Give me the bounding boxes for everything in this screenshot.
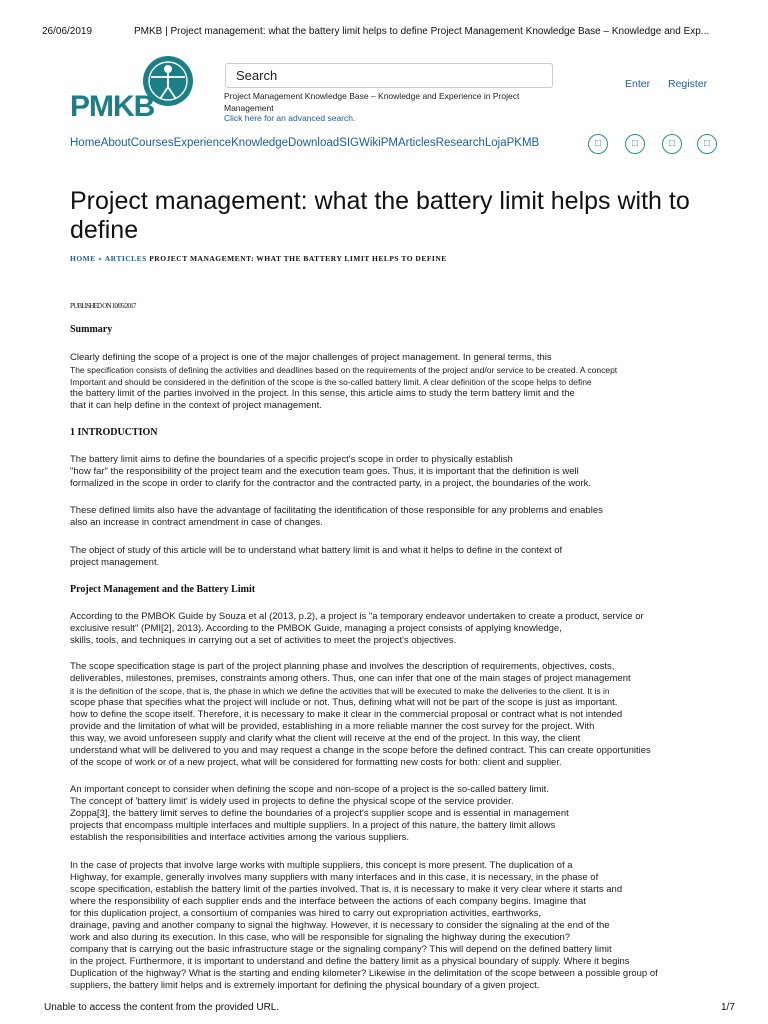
paragraph-line: understand what will be delivered to you and may request a change in the scope before the defined contract. This can create opportunities [70,745,651,756]
paragraph-line: "how far" the responsibility of the project team and the execution team goes. Thus, it is important that the definition is well [70,466,579,477]
paragraph-line: drainage, paving and another company to signal the highway. However, it is necessary to consider the signaling at the end of the [70,920,610,931]
paragraph-line: deliverables, milestones, premises, constraints among others. Thus, one can infer that one of the main stages of project management [70,673,631,684]
paragraph-line: According to the PMBOK Guide by Souza et al (2013, p.2), a project is "a temporary endeavor undertaken to create a product, service or [70,611,644,622]
breadcrumb-separator: » [98,254,103,263]
paragraph-line: scope specification, establish the battery limit of the parties involved. That is, it is necessary to make it very clear where it starts and [70,884,623,895]
nav-item-research[interactable]: Research [435,137,485,149]
nav-item-knowledge[interactable]: Knowledge [231,137,289,149]
paragraph-line: Duplication of the highway? What is the starting and ending kilometer? Likewise in the delimitation of the scope between a possible group of [70,968,658,979]
introduction-heading: 1 INTRODUCTION [70,427,158,438]
nav-item-articles[interactable]: Articles [397,137,436,149]
paragraph-line: scope phase that specifies what the project will include or not. Thus, defining what will not be part of the scope is just as important. [70,697,618,708]
section2-heading: Project Management and the Battery Limit [70,584,256,595]
section2-paragraph-1 [70,611,706,647]
paragraph-line: project management. [70,557,160,568]
paragraph-line: also an increase in contract amendment in case of changes. [70,517,323,528]
paragraph-line: establish the responsibilities and interface activities among the various suppliers. [70,832,410,843]
search-input[interactable]: Search [225,63,553,88]
paragraph-line: An important concept to consider when defining the scope and non-scope of a project is the so-called battery limit. [70,784,549,795]
nav-item-download[interactable]: Download [288,137,340,149]
nav-item-sig[interactable]: SIG [339,137,359,149]
paragraph-line: exclusive result" (PMI[2], 2013). According to the PMBOK Guide, managing a project consists of applying knowledge, [70,623,562,634]
paragraph-line: of the scope of work or of a new project, what will be considered for formatting new costs for both: client and supplier. [70,757,562,768]
nav-item-experience[interactable]: Experience [173,137,232,149]
paragraph-line: for this duplication project, a consortium of companies was hired to carry out expropriation activities, earthworks, [70,908,541,919]
paragraph-line: in the project. Furthermore, it is important to understand and define the battery limit as a physical boundary of supply. Where it begins [70,956,630,967]
breadcrumb-home[interactable]: HOME [70,254,96,263]
print-header-date: 26/06/2019 [42,26,93,37]
nav-item-courses[interactable]: Courses [130,137,174,149]
paragraph-line: how to define the scope itself. Therefore, it is necessary to make it clear in the commercial proposal or contract what is not intended [70,709,623,720]
section2-paragraph-4 [70,860,706,992]
site-tagline: Project Management Knowledge Base – Knowledge and Experience in Project Management [224,91,520,113]
paragraph-line: it is the definition of the scope, that is, the phase in which we define the activities that will be executed to make the deliveries to the client. It is in [70,686,610,696]
published-date: PUBLISHED ON 10/05/2017 [70,302,136,310]
nav-item-pm[interactable]: PM [380,137,398,149]
paragraph-line: the battery limit of the parties involved in the project. In this sense, this article aims to study the term battery limit and the [70,388,575,399]
nav-item-about[interactable]: About [100,137,131,149]
paragraph-line: this way, we avoid unforeseen supply and clarify what the client will receive at the end of the project. In this way, the client [70,733,581,744]
facebook-icon[interactable]: □ [588,134,608,154]
paragraph-line: The concept of 'battery limit' is widely used in projects to define the physical scope of the service provider. [70,796,514,807]
paragraph-line: The specification consists of defining the activities and deadlines based on the requirements of the project and/or service to be created. A concept [70,365,618,375]
paragraph-line: suppliers, the battery limit helps and is extremely important for defining the physical boundary of a given project. [70,980,540,991]
breadcrumb [70,254,447,263]
paragraph-line: formalized in the scope in order to clarify for the contractor and the contracted party, in a project, the boundaries of the work. [70,478,592,489]
paragraph-line: These defined limits also have the advantage of facilitating the identification of those responsible for any problems and enables [70,505,603,516]
linkedin-icon[interactable]: □ [662,134,682,154]
twitter-icon[interactable]: □ [625,134,645,154]
paragraph-line: work and also during its execution. In this case, who will be responsible for signaling the highway during the execution? [70,932,571,943]
breadcrumb-current: PROJECT MANAGEMENT: WHAT THE BATTERY LIMIT HELPS TO DEFINE [149,254,447,263]
paragraph-line: The scope specification stage is part of the project planning phase and involves the description of requirements, objectives, costs, [70,661,615,672]
register-link[interactable]: Register [668,78,708,90]
paragraph-line: Clearly defining the scope of a project is one of the major challenges of project management. In general terms, this [70,352,552,363]
paragraph-line: company that is carrying out the basic infrastructure stage or the signaling company? This will depend on the defined battery limit [70,944,612,955]
article-title: Project management: what the battery limit helps with to define [70,187,690,244]
nav-item-wiki[interactable]: Wiki [359,137,381,149]
breadcrumb-articles[interactable]: ARTICLES [104,254,147,263]
section2-paragraph-3 [70,784,706,844]
nav-item-home[interactable]: Home [70,137,101,149]
main-nav [70,137,539,149]
print-footer-note: Unable to access the content from the provided URL. [44,1002,280,1013]
paragraph-line: In the case of projects that involve large works with multiple suppliers, this concept is more present. The duplication of a [70,860,573,871]
paragraph-line: The object of study of this article will be to understand what battery limit is and what it helps to define in the context of [70,545,563,556]
paragraph-line: where the responsibility of each supplier ends and the interface between the actions of each company begins. Imagine that [70,896,586,907]
nav-item-loja[interactable]: Loja [484,137,507,149]
youtube-icon[interactable]: □ [697,134,717,154]
intro-paragraph-1 [70,454,706,490]
summary-heading: Summary [70,324,113,335]
print-header-title: PMKB | Project management: what the battery limit helps to define Project Management Knowledge Base – Knowledge and Exp... [134,26,710,37]
paragraph-line: that it can help define in the context of project management. [70,400,322,411]
print-footer-page: 1/7 [721,1002,735,1013]
paragraph-line: skills, tools, and techniques in carrying out a set of activities to meet the project's objectives. [70,635,457,646]
intro-paragraph-3 [70,545,706,569]
paragraph-line: provide and the limitation of what will be provided, establishing in a more reliable manner the cost survey for the project. With [70,721,595,732]
paragraph-line: Important and should be considered in the definition of the scope is the so-called battery limit. A clear definition of the scope helps to define [70,377,592,387]
advanced-search-link[interactable]: Click here for an advanced search. [224,113,356,123]
summary-paragraph [70,352,706,412]
paragraph-line: The battery limit aims to define the boundaries of a specific project's scope in order to physically establish [70,454,513,465]
section2-paragraph-2 [70,661,706,769]
paragraph-line: Zoppa[3], the battery limit serves to define the boundaries of a project's supplier scope and is essential in management [70,808,569,819]
enter-link[interactable]: Enter [625,78,651,90]
logo-text: PMKB [70,90,155,123]
intro-paragraph-2 [70,505,706,529]
site-logo[interactable] [70,56,200,122]
paragraph-line: Highway, for example, generally involves many suppliers with many interfaces and in this case, it is necessary, in the phase of [70,872,599,883]
nav-item-pkmb[interactable]: PKMB [506,137,540,149]
paragraph-line: projects that encompass multiple interfaces and multiple suppliers. In a project of this nature, the battery limit allows [70,820,556,831]
